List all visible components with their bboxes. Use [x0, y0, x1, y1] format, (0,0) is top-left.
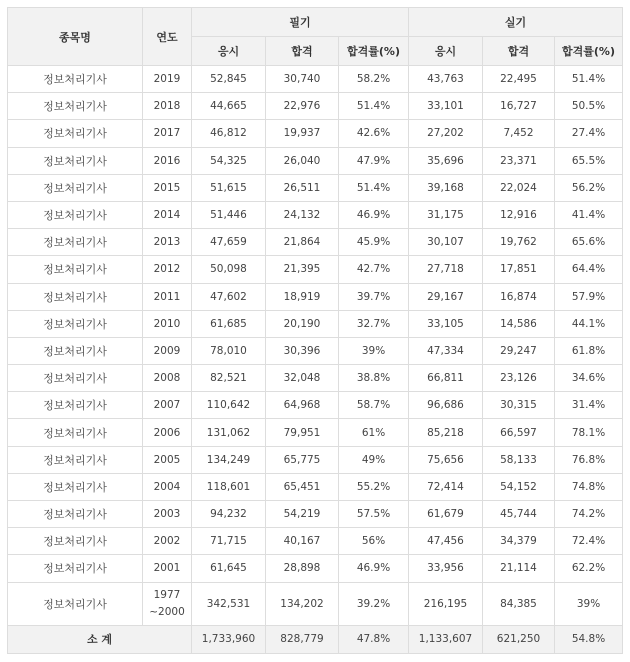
table-row	[8, 93, 623, 120]
cell-practical-applicants: 85,218	[409, 419, 483, 446]
header-practical-applicants: 응시	[409, 37, 483, 66]
cell-practical-rate: 50.5%	[555, 93, 623, 120]
cell-year: 2009	[143, 337, 192, 364]
cell-practical-applicants: 33,105	[409, 310, 483, 337]
cell-written-applicants: 118,601	[192, 473, 266, 500]
cell-practical-rate: 76.8%	[555, 446, 623, 473]
cell-written-applicants: 82,521	[192, 365, 266, 392]
total-row	[8, 625, 623, 653]
cell-practical-applicants: 72,414	[409, 473, 483, 500]
cell-practical-applicants: 43,763	[409, 66, 483, 93]
table-row	[8, 392, 623, 419]
cell-written-applicants: 52,845	[192, 66, 266, 93]
total-written-applicants: 1,733,960	[192, 625, 266, 653]
cell-written-passed: 40,167	[266, 528, 339, 555]
cell-practical-rate: 27.4%	[555, 120, 623, 147]
cell-written-rate: 46.9%	[339, 555, 409, 582]
table-row	[8, 419, 623, 446]
cell-year: 2019	[143, 66, 192, 93]
cell-practical-applicants: 30,107	[409, 229, 483, 256]
cell-name: 정보처리기사	[8, 337, 143, 364]
cell-written-applicants: 71,715	[192, 528, 266, 555]
cell-written-applicants: 342,531	[192, 582, 266, 625]
cell-written-applicants: 47,659	[192, 229, 266, 256]
cell-practical-rate: 44.1%	[555, 310, 623, 337]
total-practical-rate: 54.8%	[555, 625, 623, 653]
total-written-rate: 47.8%	[339, 625, 409, 653]
cell-year: 2011	[143, 283, 192, 310]
cell-practical-applicants: 29,167	[409, 283, 483, 310]
cell-written-applicants: 47,602	[192, 283, 266, 310]
cell-name: 정보처리기사	[8, 256, 143, 283]
cell-name: 정보처리기사	[8, 501, 143, 528]
total-practical-applicants: 1,133,607	[409, 625, 483, 653]
cell-practical-applicants: 35,696	[409, 147, 483, 174]
cell-written-applicants: 54,325	[192, 147, 266, 174]
cell-name: 정보처리기사	[8, 201, 143, 228]
cell-practical-passed: 23,126	[483, 365, 555, 392]
cell-year: 2018	[143, 93, 192, 120]
cell-written-passed: 24,132	[266, 201, 339, 228]
cell-practical-passed: 17,851	[483, 256, 555, 283]
cell-practical-passed: 66,597	[483, 419, 555, 446]
cell-written-applicants: 51,446	[192, 201, 266, 228]
cell-written-passed: 79,951	[266, 419, 339, 446]
header-year: 연도	[143, 8, 192, 66]
cell-year: 2010	[143, 310, 192, 337]
cell-practical-rate: 65.6%	[555, 229, 623, 256]
cell-practical-rate: 74.2%	[555, 501, 623, 528]
cell-written-applicants: 94,232	[192, 501, 266, 528]
cell-name: 정보처리기사	[8, 93, 143, 120]
table-row	[8, 256, 623, 283]
cell-practical-rate: 41.4%	[555, 201, 623, 228]
cell-practical-rate: 31.4%	[555, 392, 623, 419]
table-row	[8, 229, 623, 256]
cell-practical-applicants: 66,811	[409, 365, 483, 392]
cell-written-rate: 32.7%	[339, 310, 409, 337]
table-row	[8, 283, 623, 310]
cell-practical-passed: 7,452	[483, 120, 555, 147]
cell-written-rate: 46.9%	[339, 201, 409, 228]
header-practical-rate: 합격률(%)	[555, 37, 623, 66]
table-row	[8, 528, 623, 555]
cell-practical-rate: 65.5%	[555, 147, 623, 174]
cell-practical-applicants: 27,718	[409, 256, 483, 283]
table-row	[8, 147, 623, 174]
cell-written-passed: 18,919	[266, 283, 339, 310]
cell-practical-passed: 16,727	[483, 93, 555, 120]
cell-year: 2008	[143, 365, 192, 392]
cell-year-range	[143, 582, 192, 625]
cell-practical-rate: 34.6%	[555, 365, 623, 392]
cell-year-from: 1977	[153, 588, 181, 601]
cell-year-to: ~2000	[149, 605, 185, 618]
cell-written-rate: 42.6%	[339, 120, 409, 147]
cell-year: 2001	[143, 555, 192, 582]
cell-year: 2017	[143, 120, 192, 147]
cell-name: 정보처리기사	[8, 120, 143, 147]
cell-practical-rate: 61.8%	[555, 337, 623, 364]
cell-name: 정보처리기사	[8, 528, 143, 555]
cell-written-applicants: 44,665	[192, 93, 266, 120]
cell-practical-passed: 84,385	[483, 582, 555, 625]
cell-practical-rate: 78.1%	[555, 419, 623, 446]
cell-written-rate: 55.2%	[339, 473, 409, 500]
header-written-passed: 합격	[266, 37, 339, 66]
table-row	[8, 174, 623, 201]
cell-written-passed: 22,976	[266, 93, 339, 120]
cell-written-applicants: 51,615	[192, 174, 266, 201]
cell-practical-passed: 21,114	[483, 555, 555, 582]
cell-year: 2013	[143, 229, 192, 256]
cell-year: 2004	[143, 473, 192, 500]
cell-written-passed: 30,740	[266, 66, 339, 93]
cell-practical-passed: 58,133	[483, 446, 555, 473]
cell-practical-applicants: 216,195	[409, 582, 483, 625]
cell-name: 정보처리기사	[8, 419, 143, 446]
cell-written-applicants: 61,685	[192, 310, 266, 337]
table-row-range	[8, 582, 623, 625]
cell-written-passed: 134,202	[266, 582, 339, 625]
cell-practical-rate: 64.4%	[555, 256, 623, 283]
cell-name: 정보처리기사	[8, 229, 143, 256]
table-row	[8, 501, 623, 528]
cell-written-passed: 65,775	[266, 446, 339, 473]
header-name: 종목명	[8, 8, 143, 66]
cell-practical-passed: 23,371	[483, 147, 555, 174]
cell-practical-passed: 29,247	[483, 337, 555, 364]
cell-written-passed: 28,898	[266, 555, 339, 582]
table-row	[8, 555, 623, 582]
cell-practical-applicants: 47,456	[409, 528, 483, 555]
cell-practical-applicants: 27,202	[409, 120, 483, 147]
cell-practical-rate: 62.2%	[555, 555, 623, 582]
cell-written-rate: 56%	[339, 528, 409, 555]
cell-written-applicants: 110,642	[192, 392, 266, 419]
cell-practical-passed: 14,586	[483, 310, 555, 337]
cell-practical-applicants: 31,175	[409, 201, 483, 228]
cell-year: 2016	[143, 147, 192, 174]
table-row	[8, 365, 623, 392]
cell-year: 2007	[143, 392, 192, 419]
cell-practical-passed: 22,495	[483, 66, 555, 93]
cell-written-applicants: 78,010	[192, 337, 266, 364]
table-body	[8, 66, 623, 626]
cell-practical-applicants: 33,956	[409, 555, 483, 582]
total-label: 소 계	[8, 625, 192, 653]
cell-name: 정보처리기사	[8, 365, 143, 392]
header-practical-passed: 합격	[483, 37, 555, 66]
cell-practical-rate: 57.9%	[555, 283, 623, 310]
cell-written-passed: 21,395	[266, 256, 339, 283]
cell-practical-applicants: 75,656	[409, 446, 483, 473]
cell-written-rate: 45.9%	[339, 229, 409, 256]
cell-written-rate: 51.4%	[339, 174, 409, 201]
total-practical-passed: 621,250	[483, 625, 555, 653]
total-written-passed: 828,779	[266, 625, 339, 653]
header-practical-group: 실기	[409, 8, 623, 37]
cell-practical-rate: 72.4%	[555, 528, 623, 555]
cell-name: 정보처리기사	[8, 310, 143, 337]
header-written-applicants: 응시	[192, 37, 266, 66]
cell-name: 정보처리기사	[8, 473, 143, 500]
cell-written-passed: 19,937	[266, 120, 339, 147]
cell-written-rate: 58.7%	[339, 392, 409, 419]
cell-written-passed: 26,040	[266, 147, 339, 174]
header-written-group: 필기	[192, 8, 409, 37]
cell-practical-applicants: 96,686	[409, 392, 483, 419]
cell-name: 정보처리기사	[8, 392, 143, 419]
cell-name: 정보처리기사	[8, 446, 143, 473]
cell-written-rate: 39%	[339, 337, 409, 364]
cell-practical-applicants: 47,334	[409, 337, 483, 364]
cell-written-applicants: 61,645	[192, 555, 266, 582]
cell-practical-rate: 74.8%	[555, 473, 623, 500]
cell-name: 정보처리기사	[8, 582, 143, 625]
table-row	[8, 310, 623, 337]
cell-year: 2015	[143, 174, 192, 201]
cell-written-rate: 38.8%	[339, 365, 409, 392]
cell-written-rate: 42.7%	[339, 256, 409, 283]
cell-written-passed: 32,048	[266, 365, 339, 392]
cell-practical-passed: 22,024	[483, 174, 555, 201]
cell-written-passed: 64,968	[266, 392, 339, 419]
cell-practical-passed: 34,379	[483, 528, 555, 555]
cell-practical-passed: 16,874	[483, 283, 555, 310]
cell-practical-applicants: 39,168	[409, 174, 483, 201]
cell-name: 정보처리기사	[8, 174, 143, 201]
cell-practical-passed: 54,152	[483, 473, 555, 500]
table-row	[8, 201, 623, 228]
header-written-rate: 합격률(%)	[339, 37, 409, 66]
cell-written-rate: 58.2%	[339, 66, 409, 93]
cell-written-passed: 54,219	[266, 501, 339, 528]
cell-written-rate: 47.9%	[339, 147, 409, 174]
exam-statistics-table	[7, 7, 623, 654]
table-row	[8, 120, 623, 147]
cell-written-rate: 49%	[339, 446, 409, 473]
cell-name: 정보처리기사	[8, 555, 143, 582]
cell-written-passed: 21,864	[266, 229, 339, 256]
cell-practical-rate: 56.2%	[555, 174, 623, 201]
cell-year: 2003	[143, 501, 192, 528]
cell-practical-passed: 45,744	[483, 501, 555, 528]
cell-written-applicants: 50,098	[192, 256, 266, 283]
table-row	[8, 473, 623, 500]
cell-written-rate: 39.7%	[339, 283, 409, 310]
cell-practical-rate: 51.4%	[555, 66, 623, 93]
cell-name: 정보처리기사	[8, 66, 143, 93]
cell-written-applicants: 134,249	[192, 446, 266, 473]
cell-year: 2006	[143, 419, 192, 446]
cell-written-passed: 30,396	[266, 337, 339, 364]
cell-written-passed: 26,511	[266, 174, 339, 201]
cell-practical-passed: 19,762	[483, 229, 555, 256]
table-row	[8, 66, 623, 93]
cell-written-passed: 65,451	[266, 473, 339, 500]
cell-practical-passed: 30,315	[483, 392, 555, 419]
cell-written-applicants: 131,062	[192, 419, 266, 446]
cell-practical-applicants: 33,101	[409, 93, 483, 120]
cell-year: 2012	[143, 256, 192, 283]
cell-practical-passed: 12,916	[483, 201, 555, 228]
cell-year: 2002	[143, 528, 192, 555]
table-row	[8, 446, 623, 473]
cell-written-rate: 57.5%	[339, 501, 409, 528]
cell-written-applicants: 46,812	[192, 120, 266, 147]
cell-practical-rate: 39%	[555, 582, 623, 625]
cell-year: 2014	[143, 201, 192, 228]
cell-name: 정보처리기사	[8, 147, 143, 174]
cell-name: 정보처리기사	[8, 283, 143, 310]
cell-written-rate: 51.4%	[339, 93, 409, 120]
cell-written-passed: 20,190	[266, 310, 339, 337]
cell-written-rate: 61%	[339, 419, 409, 446]
cell-practical-applicants: 61,679	[409, 501, 483, 528]
cell-year: 2005	[143, 446, 192, 473]
table-row	[8, 337, 623, 364]
cell-written-rate: 39.2%	[339, 582, 409, 625]
